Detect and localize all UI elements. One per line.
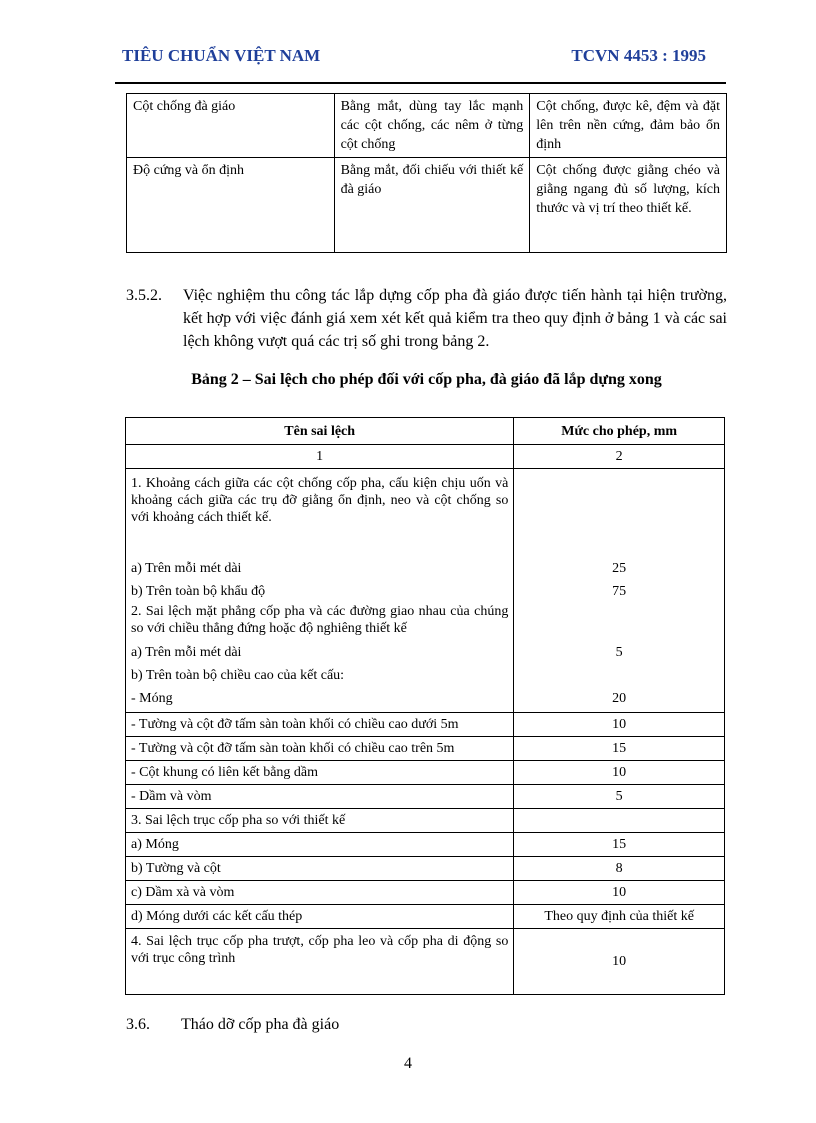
table-row [126,713,725,737]
inspection-table [126,93,727,253]
section-title: Tháo dỡ cốp pha đà giáo [181,1016,340,1033]
value-cell: 15 [514,737,725,761]
table-cell: Cột chống được giằng chéo và giằng ngang đủ số lượng, kích thước và vị trí theo thiết kế. [530,158,727,253]
index-row [126,445,725,469]
value-cell: 75 [612,584,627,599]
table-cell: Độ cứng và ổn định [127,158,335,253]
table-row [126,833,725,857]
value-cell: 15 [514,833,725,857]
item-text: a) Trên mỗi mét dài [131,645,242,660]
table-cell: - Dầm và vòm [126,785,514,809]
clause-number: 3.5.2. [126,287,162,304]
value-cell: 10 [514,713,725,737]
table-cell: - Tường và cột đỡ tấm sàn toàn khối có chiều cao trên 5m [126,737,514,761]
value-cell: 5 [514,785,725,809]
table-cell: - Cột khung có liên kết bằng dầm [126,761,514,785]
standard-code: TCVN 4453 : 1995 [571,46,706,65]
standard-title: TIÊU CHUẨN VIỆT NAM [122,46,321,65]
table-caption: Bảng 2 – Sai lệch cho phép đối với cốp pha, đà giáo đã lắp dựng xong [191,371,662,388]
item-1-title: 1. Khoảng cách giữa các cột chống cốp pha, cấu kiện chịu uốn và khoảng cách giữa các trụ đỡ giằng ổn định, neo và cột chống so với khoảng cách thiết kế. [131,476,509,525]
page-header [122,46,706,68]
table-cell: Bằng mắt, dùng tay lắc mạnh các cột chống, các nêm ở từng cột chống [334,94,530,158]
item-2-title: 2. Sai lệch mặt phẳng cốp pha và các đường giao nhau của chúng so với chiều thẳng đứng hoặc độ nghiêng thiết kế [131,604,509,636]
table-cell: Bằng mắt, đối chiếu với thiết kế đà giáo [334,158,530,253]
clause-text: Việc nghiệm thu công tác lắp dựng cốp pha đà giáo được tiến hành tại hiện trường, kết hợp với việc đánh giá xem xét kết quả kiểm tra theo quy định ở bảng 1 và các sai lệch không vượt quá các trị số ghi trong bảng 2. [183,287,727,350]
section-number: 3.6. [126,1016,150,1033]
item-text: b) Trên toàn bộ chiều cao của kết cấu: [131,668,345,683]
value-cell [514,809,725,833]
table-cell: Cột chống, được kê, đệm và đặt lên trên nền cứng, đảm bảo ổn định [530,94,727,158]
table-row [127,94,727,158]
table-header-row [126,418,725,445]
header-rule [115,82,726,84]
index-cell: 2 [514,445,725,469]
table-row [126,857,725,881]
value-cell: 5 [615,645,623,660]
table-row [126,929,725,995]
table-cell: c) Dầm xà và vòm [126,881,514,905]
column-header: Tên sai lệch [126,418,514,445]
value-cell: 10 [514,929,725,995]
value-cell: 10 [514,761,725,785]
table-cell [126,469,514,713]
table-cell [514,469,725,713]
index-cell: 1 [126,445,514,469]
table-cell: 3. Sai lệch trục cốp pha so với thiết kế [126,809,514,833]
table-row [126,785,725,809]
table-cell: b) Tường và cột [126,857,514,881]
value-cell: 20 [612,691,627,706]
table-row [126,809,725,833]
item-text: - Móng [131,691,173,706]
value-cell: 10 [514,881,725,905]
table-row [126,737,725,761]
value-cell: 25 [612,561,627,576]
table-row [126,761,725,785]
clause-3-5-2 [126,284,727,353]
table-cell: d) Móng dưới các kết cấu thép [126,905,514,929]
item-text: b) Trên toàn bộ khẩu độ [131,584,266,599]
table-cell: - Tường và cột đỡ tấm sàn toàn khối có chiều cao dưới 5m [126,713,514,737]
page-number: 4 [404,1055,412,1072]
table-cell [126,929,514,995]
table-cell: a) Móng [126,833,514,857]
column-header: Mức cho phép, mm [514,418,725,445]
item-4-title: 4. Sai lệch trục cốp pha trượt, cốp pha leo và cốp pha di động so với trục công trình [131,934,509,966]
table-row [126,881,725,905]
tolerance-table [125,417,725,995]
table-cell: Cột chống đà giáo [127,94,335,158]
section-3-6 [126,1016,339,1034]
item-text: a) Trên mỗi mét dài [131,561,242,576]
table-row [127,158,727,253]
value-cell: 8 [514,857,725,881]
table-row [126,905,725,929]
table-row [126,469,725,713]
value-cell: Theo quy định của thiết kế [514,905,725,929]
